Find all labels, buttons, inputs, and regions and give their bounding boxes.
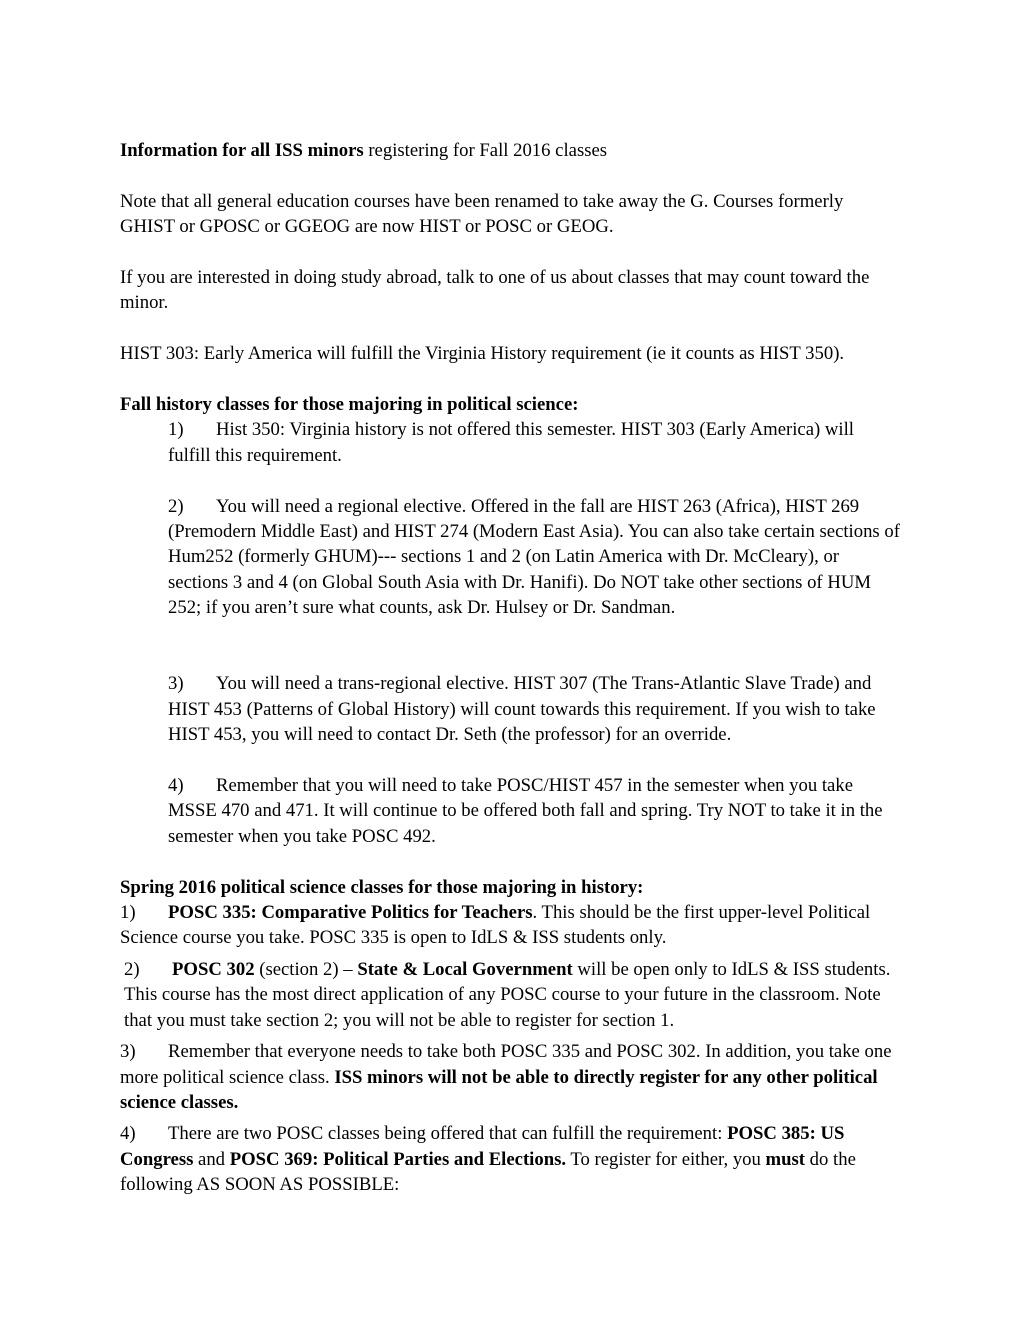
spring-item-4-tail: do the following AS SOON AS POSSIBLE: [120, 1148, 856, 1196]
fall-list-item-2 [120, 494, 900, 621]
spring-list-item-4 [120, 1121, 900, 1197]
spring-item-4-conjunction: and [193, 1148, 230, 1170]
fall-item-4-text: Remember that you will need to take POSC/HIST 457 in the semester when you take MSSE 470 and 471. It will continue to be offered both fall and spring. Try NOT to take it in the semester when you take POSC 492. [168, 775, 883, 847]
intro-heading [120, 138, 900, 163]
fall-list-item-4 [120, 773, 900, 849]
spring-item-4-mid: To register for either, you [566, 1148, 766, 1170]
fall-item-3-number: 3) [168, 673, 184, 695]
fall-item-1-number: 1) [168, 419, 184, 441]
spring-section-heading-text: Spring 2016 political science classes for those majoring in history: [120, 876, 644, 898]
paragraph-study-abroad: If you are interested in doing study abroad, talk to one of us about classes that may count toward the minor. [120, 267, 870, 314]
fall-item-4-number: 4) [168, 775, 184, 797]
spring-section-heading [120, 875, 900, 900]
fall-list-item-3 [120, 671, 900, 747]
paragraph-hist303: HIST 303: Early America will fulfill the Virginia History requirement (ie it counts as HIST 350). [120, 343, 845, 365]
spring-item-1-course: POSC 335: Comparative Politics for Teachers [168, 902, 533, 924]
intro-heading-rest: registering for Fall 2016 classes [363, 140, 608, 161]
intro-heading-bold: Information for all ISS minors [120, 140, 364, 161]
spring-item-2-title: State & Local Government [357, 958, 573, 980]
fall-item-2-text: You will need a regional elective. Offered in the fall are HIST 263 (Africa), HIST 269 (Premodern Middle East) and HIST 274 (Modern East Asia). You can also take certain sections of Hum252 (formerly GHUM)--- sections 1 and 2 (on Latin America with Dr. McCleary), or sections 3 and 4 (on Global South Asia with Dr. Hanifi). Do NOT take other sections of HUM 252; if you aren’t sure what counts, ask Dr. Hulsey or Dr. Sandman. [168, 495, 900, 619]
fall-list-item-1 [120, 417, 900, 468]
spring-item-3-warning: ISS minors will not be able to directly register for any other political science classes. [120, 1066, 878, 1113]
spring-item-2-number: 2) [124, 958, 140, 980]
spring-item-1-number: 1) [120, 902, 136, 924]
spring-item-1-text: . This should be the first upper-level Political Science course you take. POSC 335 is open to IdLS & ISS students only. [120, 902, 871, 949]
spring-item-4-number: 4) [120, 1123, 136, 1145]
spring-item-4-must: must [765, 1148, 805, 1170]
fall-item-3-text: You will need a trans-regional elective. HIST 307 (The Trans-Atlantic Slave Trade) and HIST 453 (Patterns of Global History) will count towards this requirement. If you wish to take HIST 453, you will need to contact Dr. Seth (the professor) for an override. [168, 673, 876, 746]
spring-item-2-mid: (section 2) – [254, 958, 358, 980]
spring-item-3-number: 3) [120, 1041, 136, 1063]
fall-item-2-number: 2) [168, 495, 184, 517]
spring-item-4-course-a: POSC 385: US Congress [120, 1123, 845, 1170]
spring-item-4-course-b: POSC 369: Political Parties and Elections. [229, 1148, 567, 1170]
fall-section-heading-text: Fall history classes for those majoring in political science: [120, 394, 579, 415]
spring-item-2-course: POSC 302 [172, 958, 255, 980]
fall-item-1-text: Hist 350: Virginia history is not offered this semester. HIST 303 (Early America) will fulfill this requirement. [168, 419, 854, 466]
document-body [120, 138, 900, 1198]
fall-section-heading [120, 392, 900, 417]
spring-item-4-lead: There are two POSC classes being offered that can fulfill the requirement: [168, 1123, 728, 1145]
spring-list-item-2 [120, 957, 900, 1033]
spring-item-3-lead: Remember that everyone needs to take both POSC 335 and POSC 302. In addition, you take one more political science class. [120, 1041, 892, 1088]
spring-list-item-1 [120, 900, 900, 951]
spring-item-2-text: will be open only to IdLS & ISS students. This course has the most direct application of any POSC course to your future in the classroom. Note that you must take section 2; you will not be able to register for section 1. [124, 958, 891, 1031]
spring-list-item-3 [120, 1039, 900, 1115]
paragraph-course-rename: Note that all general education courses have been renamed to take away the G. Courses formerly GHIST or GPOSC or GGEOG are now HIST or POSC or GEOG. [120, 190, 844, 238]
